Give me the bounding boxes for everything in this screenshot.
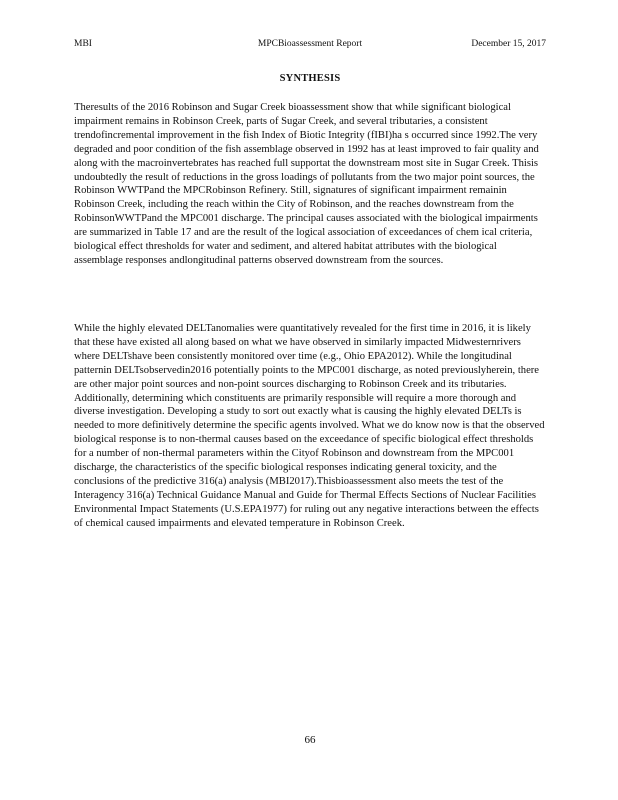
paragraph-text: While the highly elevated DELTanomalies were quantitatively revealed for the first time in 2016, it is likely that these have existed all along based on what we have observed in similarly impacted Midwesternrivers where DELTshave been consistently monitored over time (e.g., Ohio EPA2012). While the longitudinal patternin DELTsobservedin2016 potentially points to the MPC001 discharge, as noted previouslyherein, there are other major point sources and non-point sources discharging to Robinson Creek and its tributaries. Additionally, determining which constituents are primarily responsible will require a more thorough and diverse investigation. Developing a study to sort out exactly what is causing the highly elevated DELTs is needed to more definitively determine the specific agents involved. What we do know now is that the observed biological response is to non-thermal causes based on the exceedance of specific biological effect thresholds for a number of non-thermal parameters within the Cityof Robinson and downstream from the MPC001 discharge, the characteristics of the specific biological responses indicating general toxicity, and the conclusions of the predictive 316(a) analysis (MBI2017).Thisbioassessment also meets the test of the Interagency 316(a) Technical Guidance Manual and Guide for Thermal Effects Sections of Nuclear Facilities Environmental Impact Statements (U.S.EPA1977) for ruling out any negative interactions between the effects of chemical caused impairments and elevated temperature in Robinson Creek. bbox=[74, 323, 545, 529]
header-report-title: MPCBioassessment Report bbox=[257, 39, 363, 49]
section-title: SYNTHESIS bbox=[279, 73, 341, 84]
paragraph-text: Theresults of the 2016 Robinson and Sugar Creek bioassessment show that while significant biological impairment remains in Robinson Creek, parts of Sugar Creek, and several tributaries, a consistent trendofincremental improvement in the fish Index of Biotic Integrity (fIBI)ha s occurred since 1992.The very degraded and poor condition of the fish assemblage observed in 1992 has at least improved to fair quality and along with the macroinvertebrates has reached full supportat the downstream most site in Sugar Creek. Thisis undoubtedly the result of reductions in the gross loadings of pollutants from the two major point sources, the Robinson WWTPand the MPCRobinson Refinery. Still, signatures of significant impairment remainin Robinson Creek, including the reach within the City of Robinson, and the reaches downstream from the RobinsonWWTPand the MPC001 discharge. The principal causes associated with the biological impairments are summarized in Table 17 and are the result of the logical association of exceedances of chem ical criteria, biological effect thresholds for water and sediment, and altered habitat attributes with the biological assemblage responses andlongitudinal patterns observed downstream from the sources. bbox=[74, 102, 539, 266]
header-organization: MBI bbox=[74, 39, 92, 49]
body-paragraph-2 bbox=[74, 322, 546, 531]
header-date: December 15, 2017 bbox=[471, 39, 546, 49]
page-header bbox=[74, 39, 546, 53]
page-number: 66 bbox=[304, 734, 316, 746]
body-paragraph-1 bbox=[74, 101, 546, 268]
